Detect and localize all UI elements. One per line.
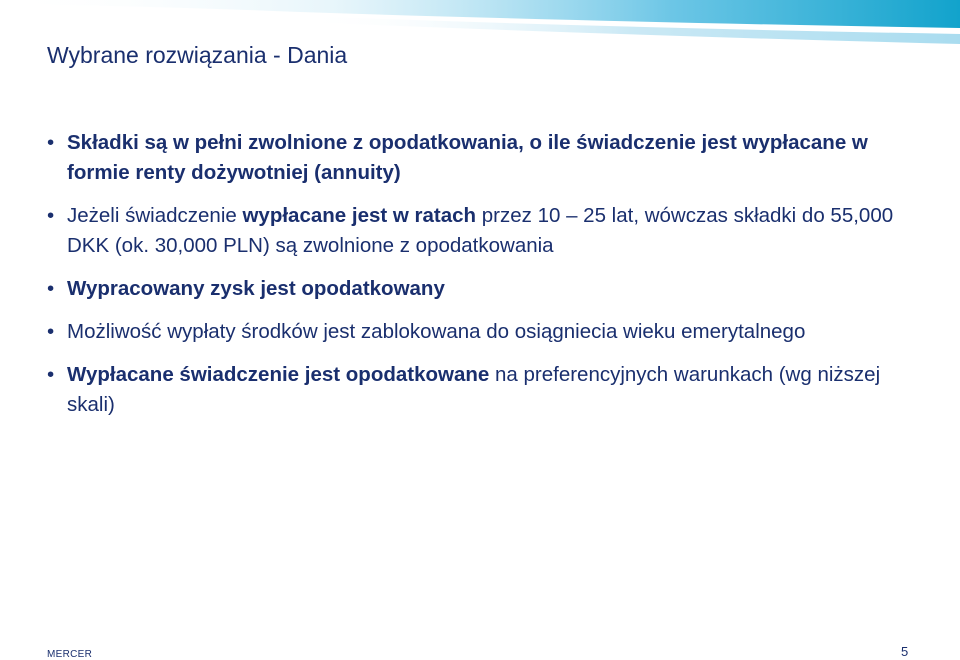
bullet-dot-icon: •	[47, 131, 55, 154]
bullet-text-bold: Wypłacane świadczenie jest opodatkowane	[67, 363, 490, 386]
bullet-item	[0, 360, 900, 420]
bullet-text: przez 10 – 25 lat, wówczas składki do 55,000 DKK (ok. 30,000 PLN) są zwolnione z opodatkowania	[67, 204, 894, 257]
bullet-text-bold: Wypracowany zysk jest opodatkowany	[67, 277, 445, 300]
bullet-list	[0, 128, 900, 433]
page-number: 5	[901, 644, 909, 659]
bullet-text-bold: Składki są w pełni zwolnione z opodatkowania, o ile świadczenie jest wypłacane w formie renty dożywotniej (annuity)	[67, 131, 868, 184]
bullet-text: na preferencyjnych warunkach (wg niższej skali)	[67, 363, 881, 416]
slide-title: Wybrane rozwiązania - Dania	[47, 42, 348, 68]
bullet-text-bold: wypłacane jest w ratach	[242, 204, 477, 227]
bullet-dot-icon: •	[47, 363, 55, 386]
bullet-text: Jeżeli świadczenie	[67, 204, 243, 227]
bullet-dot-icon: •	[47, 277, 55, 300]
bullet-item	[0, 201, 900, 261]
header-band	[0, 0, 960, 46]
bullet-item	[0, 274, 900, 304]
bullet-item	[0, 317, 900, 347]
bullet-dot-icon: •	[47, 320, 55, 343]
bullet-dot-icon: •	[47, 204, 55, 227]
bullet-item	[0, 128, 900, 188]
footer-brand: MERCER	[47, 649, 93, 660]
bullet-text: Możliwość wypłaty środków jest zablokowana do osiągniecia wieku emerytalnego	[67, 320, 806, 343]
